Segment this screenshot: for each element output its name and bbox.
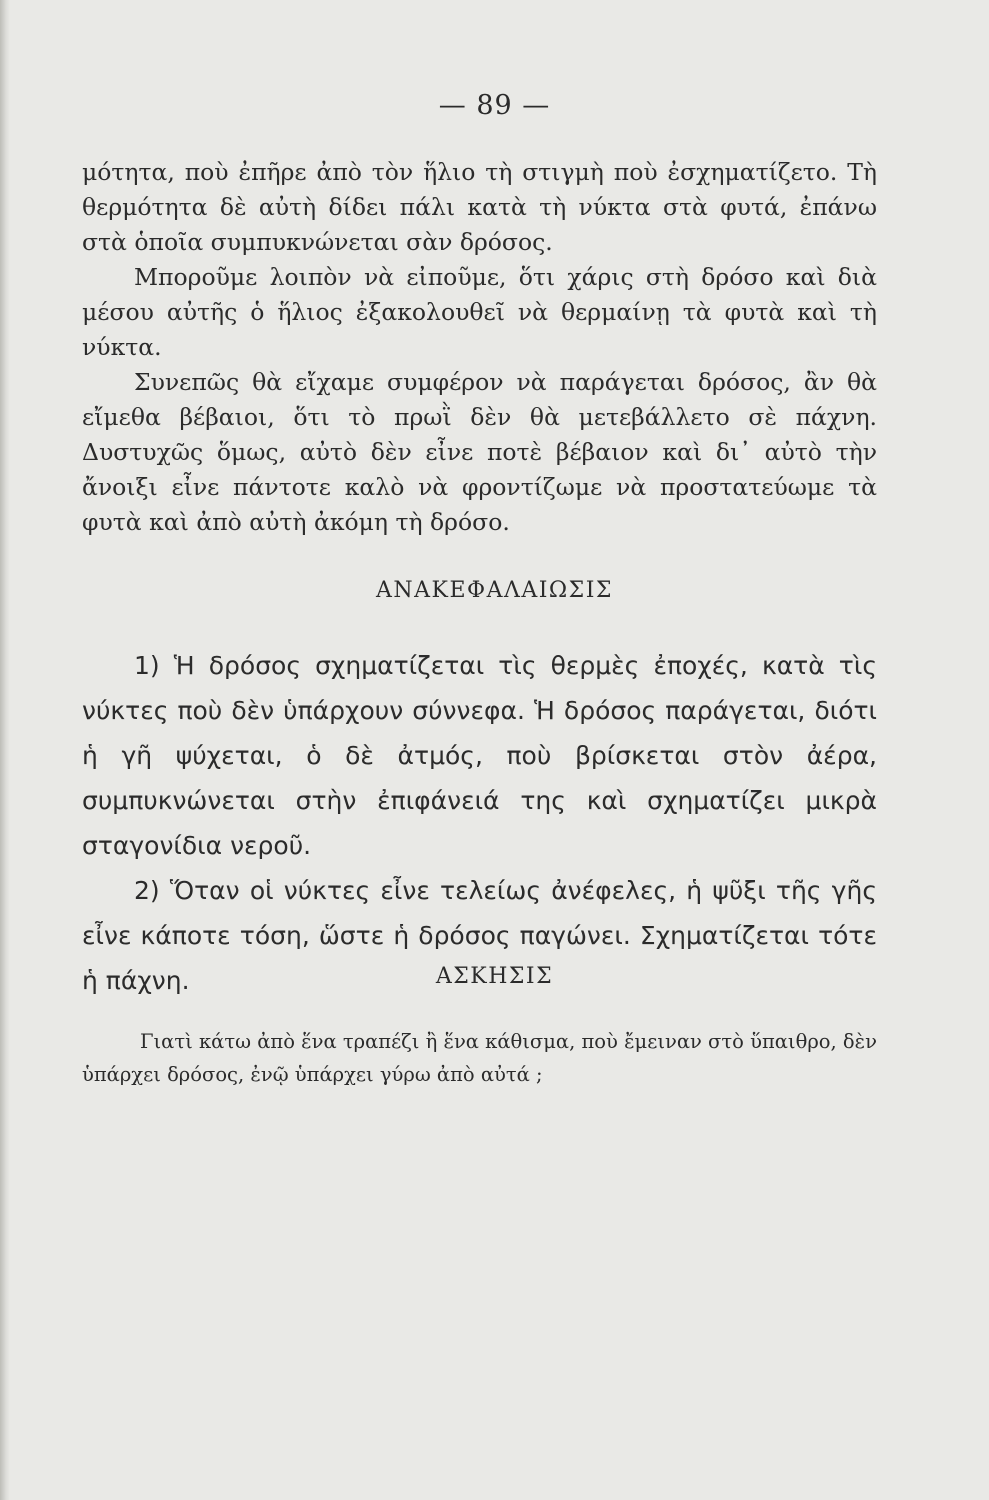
summary-text [82,643,877,1003]
main-text [82,155,877,540]
paragraph-continuation: μότητα, ποὺ ἐπῆρε ἀπὸ τὸν ἥλιο τὴ στιγμὴ ποὺ ἐσχηματίζετο. Τὴ θερμότητα δὲ αὐτὴ δίδει πάλι κατὰ τὴ νύκτα στὰ φυτά, ἐπάνω στὰ ὁποῖα συμπυκνώνεται σὰν δρόσος. [82,158,877,256]
paragraph: Μποροῦμε λοιπὸν νὰ εἰποῦμε, ὅτι χάρις στὴ δρόσο καὶ διὰ μέσου αὐτῆς ὁ ἥλιος ἐξακολουθεῖ νὰ θερμαίνῃ τὰ φυτὰ καὶ τὴ νύκτα. [82,263,877,361]
exercise-heading: ΑΣΚΗΣΙΣ [435,964,554,989]
exercise-text [82,1025,877,1091]
page-number: — 89 — [438,90,551,121]
exercise-question: Γιατὶ κάτω ἀπὸ ἕνα τραπέζι ἢ ἕνα κάθισμα, ποὺ ἔμειναν στὸ ὕπαιθρο, δὲν ὑπάρχει δρόσος, ἐνῷ ὑπάρχει γύρω ἀπὸ αὐτά ; [82,1030,877,1086]
summary-heading: ΑΝΑΚΕΦΑΛΑΙΩΣΙΣ [376,578,613,603]
summary-item: 1) Ἡ δρόσος σχηματίζεται τὶς θερμὲς ἐποχές, κατὰ τὶς νύκτες ποὺ δὲν ὑπάρχουν σύννεφα. Ἡ δρόσος παράγεται, διότι ἡ γῆ ψύχεται, ὁ δὲ ἀτμός, ποὺ βρίσκεται στὸν ἀέρα, συμπυκνώνεται στὴν ἐπιφάνειά της καὶ σχηματίζει μικρὰ σταγονίδια νεροῦ. [82,651,877,860]
paragraph: Συνεπῶς θὰ εἴχαμε συμφέρον νὰ παράγεται δρόσος, ἂν θὰ εἴμεθα βέβαιοι, ὅτι τὸ πρωῒ δὲν θὰ μετεβάλλετο σὲ πάχνη. Δυστυχῶς ὅμως, αὐτὸ δὲν εἶνε ποτὲ βέβαιον καὶ δι᾽ αὐτὸ τὴν ἄνοιξι εἶνε πάντοτε καλὸ νὰ φροντίζωμε νὰ προστατεύωμε τὰ φυτὰ καὶ ἀπὸ αὐτὴ ἀκόμη τὴ δρόσο. [82,368,877,536]
summary-item: 2) Ὅταν οἱ νύκτες εἶνε τελείως ἀνέφελες, ἡ ψῦξι τῆς γῆς εἶνε κάποτε τόση, ὥστε ἡ δρόσος παγώνει. Σχηματίζεται τότε ἡ πάχνη. [82,876,877,995]
